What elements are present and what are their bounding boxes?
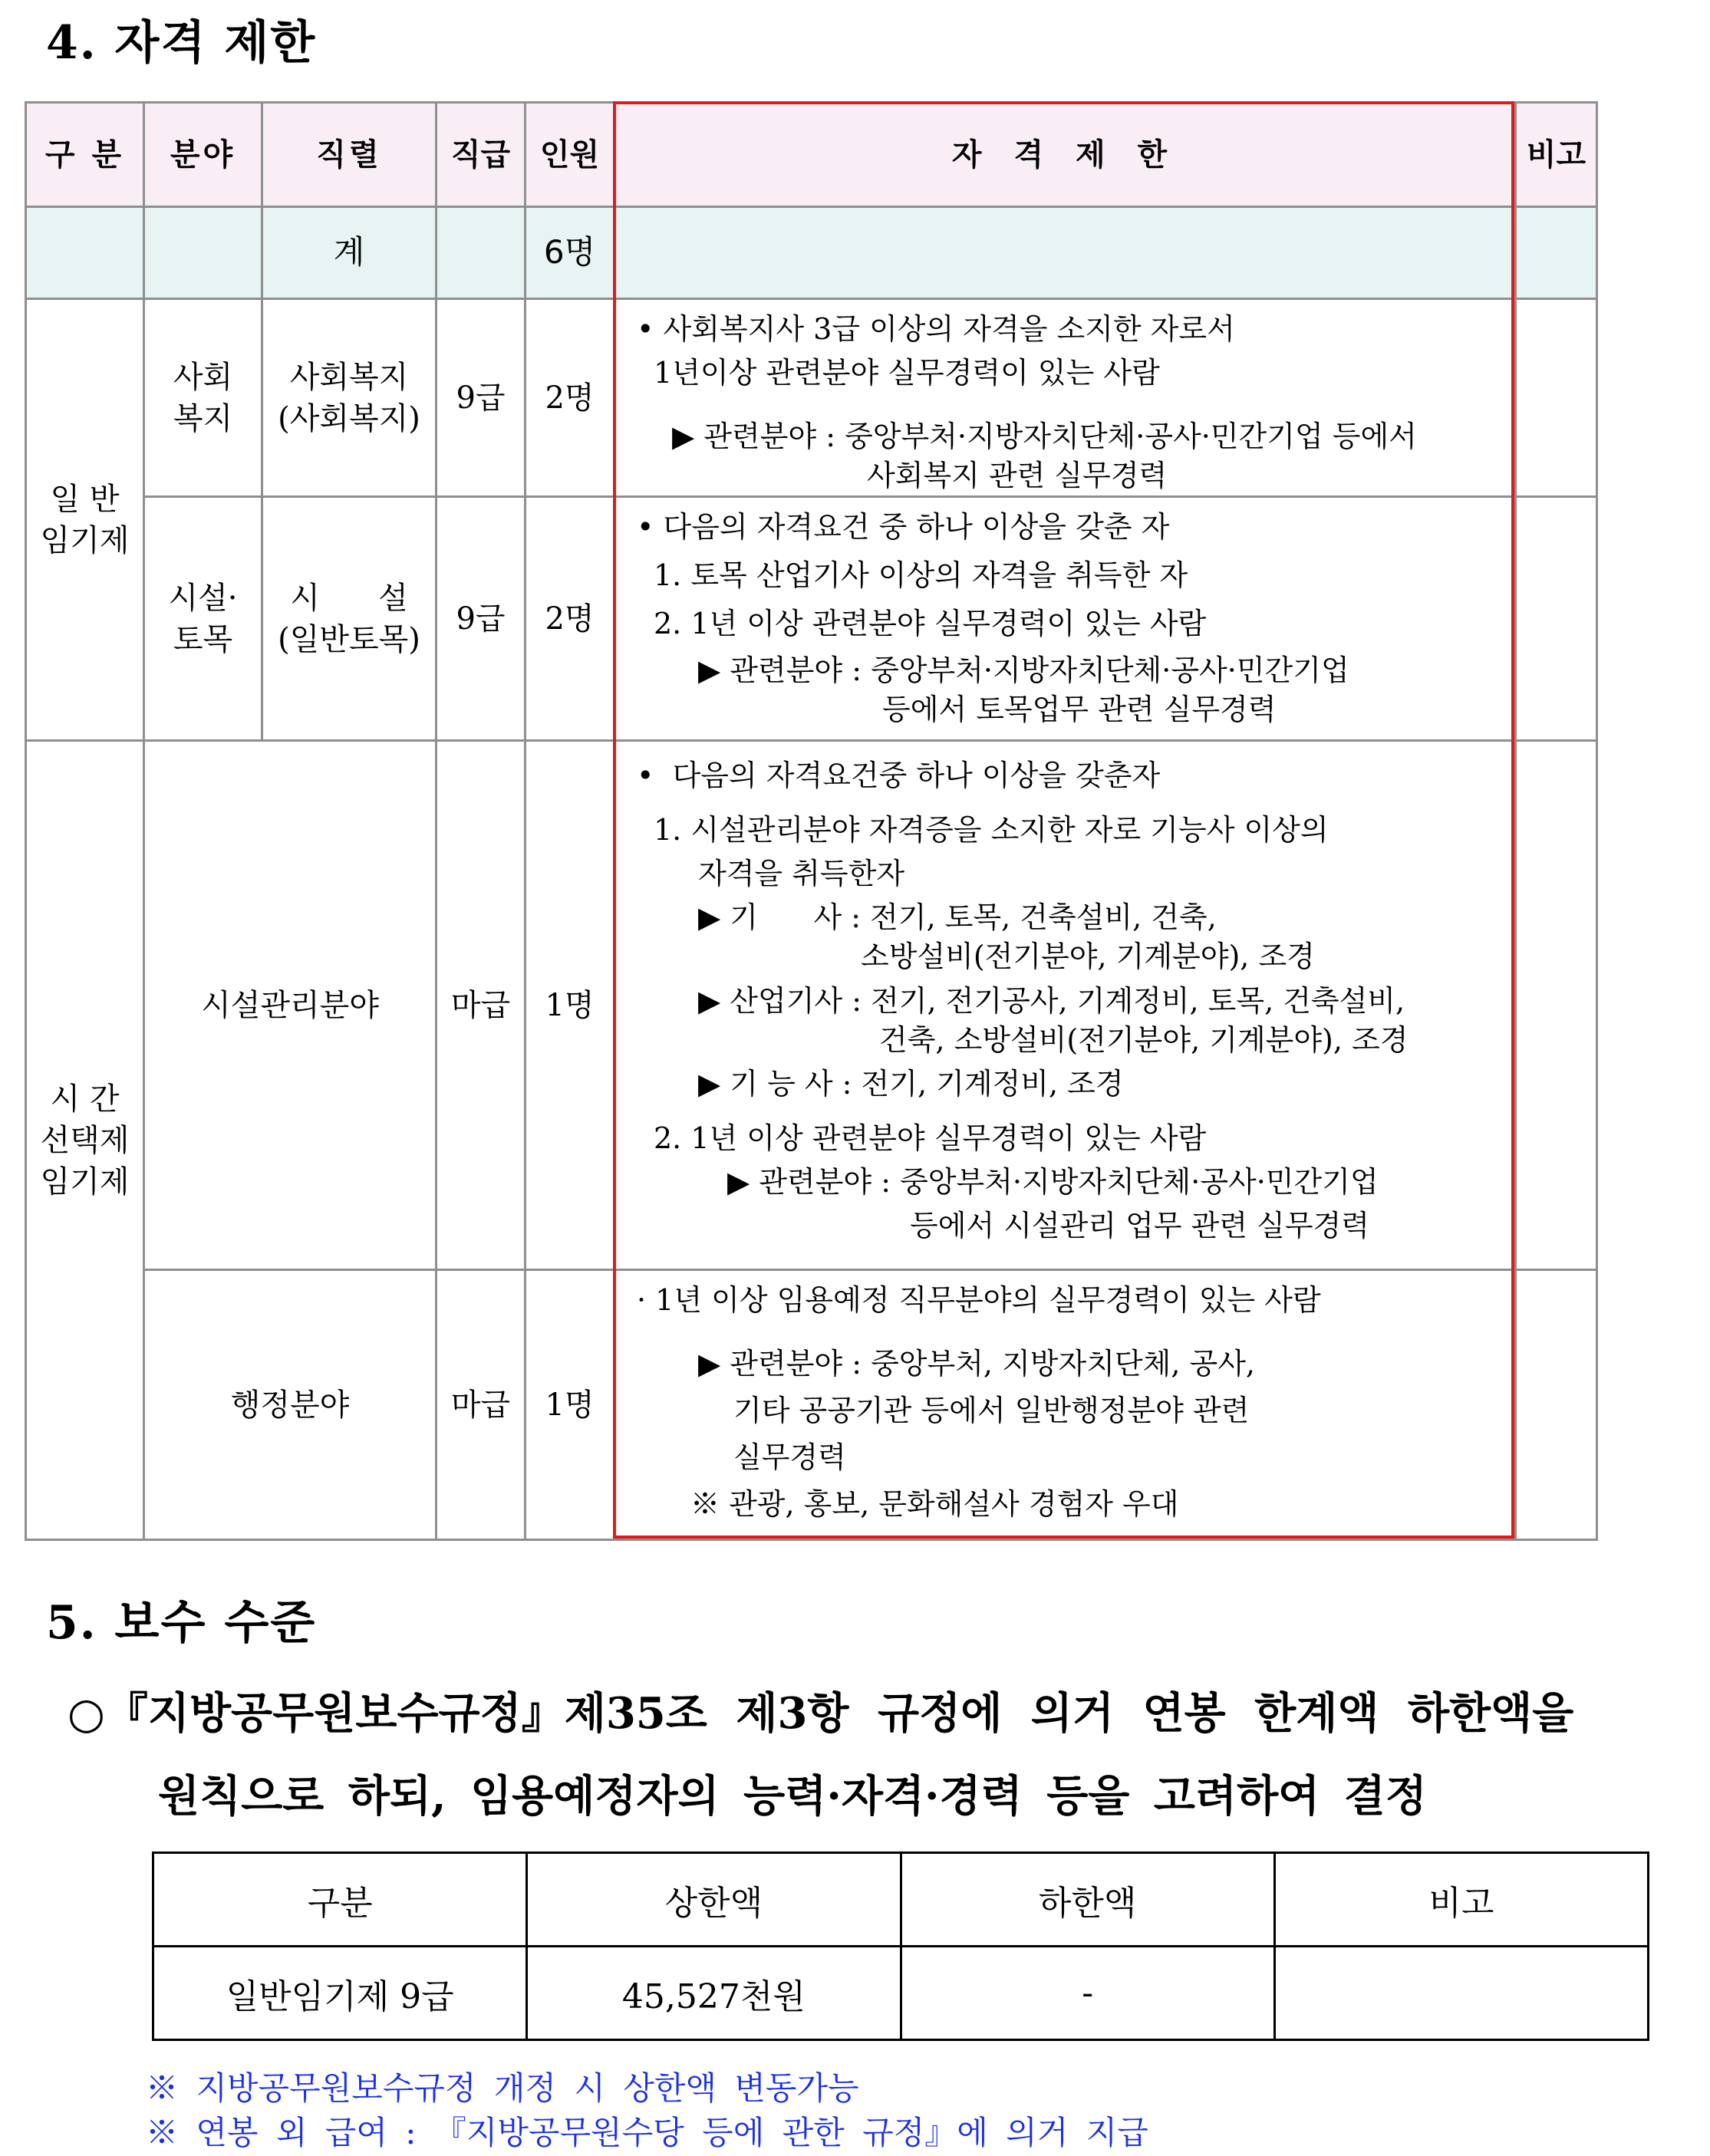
pay-max-cell: 45,527천원 [527, 1947, 901, 2040]
pay-header-category: 구분 [153, 1853, 527, 1947]
series-facility-civil: 시 설 (일반토목) [262, 497, 437, 741]
table-row [26, 1270, 1597, 1540]
pay-category-cell: 일반임기제 9급 [153, 1947, 527, 2040]
qualification-table [25, 101, 1598, 1541]
grade-cell: 9급 [437, 497, 526, 741]
section5-heading: 5. 보수 수준 [46, 1596, 317, 1650]
header-field: 분야 [144, 103, 262, 207]
section4-heading: 4. 자격 제한 [46, 16, 317, 70]
pay-header-remarks: 비고 [1274, 1853, 1648, 1947]
table-row [26, 497, 1597, 741]
grade-cell: 마급 [437, 741, 526, 1270]
pay-header-max: 상한액 [527, 1853, 901, 1947]
pay-table [152, 1852, 1649, 2041]
total-count: 6명 [526, 207, 614, 299]
qualification-administration: · 1년 이상 임용예정 직무분야의 실무경력이 있는 사람 ▶ 관련분야 : 중앙부처, 지방자치단체, 공사, 기타 공공기관 등에서 일반행정분야 관련 실무경력 ※ 관광, 홍보, 문화해설사 경험자 우대 [614, 1270, 1516, 1540]
note-2: ※ 연봉 외 급여 : 『지방공무원수당 등에 관한 규정』에 의거 지급 [146, 2114, 1148, 2151]
series-social-welfare: 사회복지 (사회복지) [262, 299, 437, 497]
remarks-cell [1516, 1270, 1597, 1540]
category-parttime: 시 간 선택제 임기제 [26, 741, 144, 1540]
qualification-facility-management: • 다음의 자격요건중 하나 이상을 갖춘자 1. 시설관리분야 자격증을 소지한 자로 기능사 이상의 자격을 취득한자 ▶ 기 사 : 전기, 토목, 건축설비, 건축, 소방설비(전기분야, 기계분야), 조경 ▶ 산업기사 : 전기, 전기공사, 기계정비, 토목, 건축설비, 건축, 소방설비(전기분야, 기계분야), 조경 ▶ 기 능 사 : 전기, 기계정비, 조경 2. 1년 이상 관련분야 실무경력이 있는 사람 ▶ 관련분야 : 중앙부처·지방자치단체·공사·민간기업 등에서 시설관리 업무 관련 실무경력 [614, 741, 1516, 1270]
field-administration: 행정분야 [144, 1270, 437, 1540]
header-series: 직렬 [262, 103, 437, 207]
count-cell: 1명 [526, 1270, 614, 1540]
note-1: ※ 지방공무원보수규정 개정 시 상한액 변동가능 [146, 2069, 859, 2107]
header-remarks: 비고 [1516, 103, 1597, 207]
qualification-facility-civil: • 다음의 자격요건 중 하나 이상을 갖춘 자 1. 토목 산업기사 이상의 자격을 취득한 자 2. 1년 이상 관련분야 실무경력이 있는 사람 ▶ 관련분야 : 중앙부처·지방자치단체·공사·민간기업 등에서 토목업무 관련 실무경력 [614, 497, 1516, 741]
field-facility-civil: 시설· 토목 [144, 497, 262, 741]
pay-header-min: 하한액 [901, 1853, 1274, 1947]
remarks-cell [1516, 497, 1597, 741]
table-row [26, 299, 1597, 497]
header-category: 구 분 [26, 103, 144, 207]
count-cell: 2명 [526, 299, 614, 497]
total-label: 계 [262, 207, 437, 299]
pay-paragraph-line1: ○『지방공무원보수규정』제35조 제3항 규정에 의거 연봉 한계액 하한액을 [68, 1688, 1574, 1739]
remarks-cell [1516, 741, 1597, 1270]
pay-remarks-cell [1274, 1947, 1648, 2040]
remarks-cell [1516, 299, 1597, 497]
qualification-social-welfare: • 사회복지사 3급 이상의 자격을 소지한 자로서 1년이상 관련분야 실무경력이 있는 사람 ▶ 관련분야 : 중앙부처·지방자치단체·공사·민간기업 등에서 사회복지 관련 실무경력 [614, 299, 1516, 497]
field-social-welfare: 사회 복지 [144, 299, 262, 497]
header-grade: 직급 [437, 103, 526, 207]
grade-cell: 마급 [437, 1270, 526, 1540]
header-qualification: 자 격 제 한 [614, 103, 1516, 207]
table-header-row [26, 103, 1597, 207]
table-row [26, 741, 1597, 1270]
header-count: 인원 [526, 103, 614, 207]
count-cell: 2명 [526, 497, 614, 741]
pay-paragraph-line2: 원칙으로 하되, 임용예정자의 능력·자격·경력 등을 고려하여 결정 [158, 1771, 1427, 1822]
count-cell: 1명 [526, 741, 614, 1270]
grade-cell: 9급 [437, 299, 526, 497]
category-general: 일 반 임기제 [26, 299, 144, 741]
pay-table-row [153, 1947, 1649, 2040]
pay-min-cell: - [901, 1947, 1274, 2040]
field-facility-management: 시설관리분야 [144, 741, 437, 1270]
total-row [26, 207, 1597, 299]
pay-table-header-row [153, 1853, 1649, 1947]
